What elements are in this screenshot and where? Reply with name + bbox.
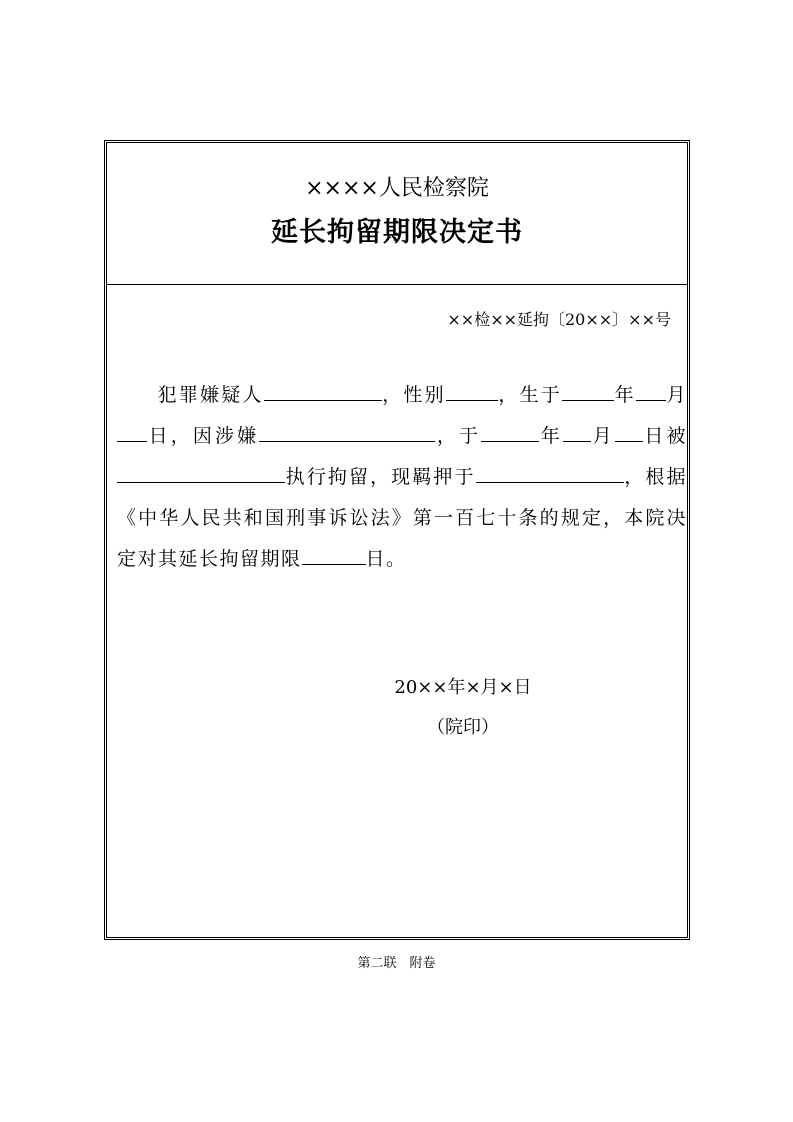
body-text-10: 日被	[642, 425, 687, 447]
body-text-7: ，于	[435, 425, 482, 447]
body-text-13: 日。	[365, 548, 407, 570]
gender-blank	[446, 376, 498, 401]
body-text-5: 月	[665, 384, 687, 406]
body-text-9: 月	[590, 425, 615, 447]
body-text-4: 年	[613, 384, 636, 406]
document-number: ××检××延拘〔20××〕××号	[447, 310, 671, 329]
court-seal-label: （院印）	[427, 717, 499, 738]
charge-blank	[259, 417, 435, 442]
executing-agency-blank	[117, 458, 285, 483]
birth-day-blank	[117, 417, 147, 442]
document-title: 延长拘留期限决定书	[271, 217, 523, 248]
birth-year-blank	[562, 376, 614, 401]
body-text-6: 日，因涉嫌	[147, 425, 260, 447]
body-text-1: 犯罪嫌疑人	[157, 384, 264, 406]
birth-month-blank	[636, 376, 666, 401]
court-name: ××××人民检察院	[305, 176, 489, 201]
detention-year-blank	[481, 417, 539, 442]
custody-place-blank	[476, 458, 624, 483]
document-header	[107, 143, 687, 285]
suspect-name-blank	[264, 376, 382, 401]
body-text-11: 执行拘留，现羁押于	[285, 466, 476, 488]
decision-date: 20××年×月×日	[394, 677, 532, 698]
body-text-2: ，性别	[381, 384, 446, 406]
decision-body	[117, 375, 687, 580]
body-text-8: 年	[539, 425, 563, 447]
document-frame	[104, 140, 690, 940]
body-text-3: ，生于	[497, 384, 562, 406]
detention-month-blank	[563, 417, 591, 442]
detention-day-blank	[615, 417, 643, 442]
extension-days-blank	[302, 540, 366, 565]
body-text-12: ，根据《中华人民共和国刑事诉讼法》第一百七十条的规定，本院决定对其延长拘留期限	[117, 466, 687, 570]
copy-label: 第二联 附卷	[357, 956, 436, 971]
